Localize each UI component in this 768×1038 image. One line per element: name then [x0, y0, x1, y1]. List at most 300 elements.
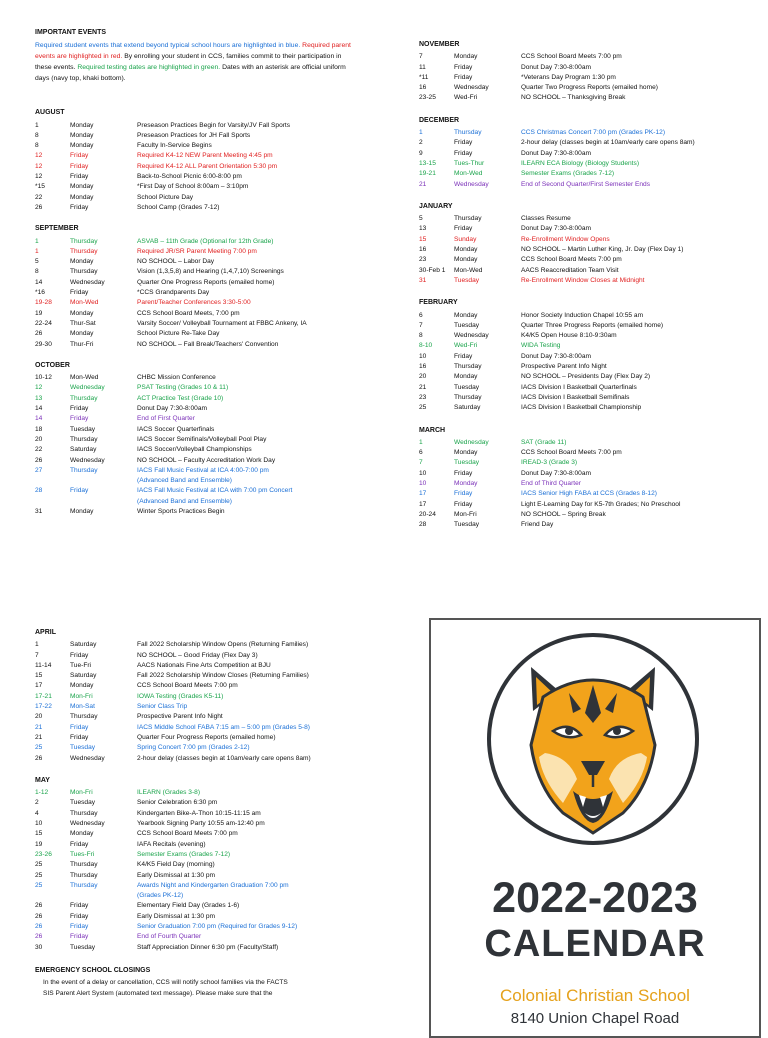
- event-description: IACS Senior High FABA at CCS (Grades 8-12): [521, 490, 657, 498]
- event-description: CHBC Mission Conference: [137, 374, 216, 382]
- event-weekday: Friday: [454, 73, 473, 81]
- event-row: [419, 520, 759, 530]
- event-weekday: Monday: [454, 311, 478, 319]
- event-description: ILEARN (Grades 3-8): [137, 789, 201, 797]
- event-row: [35, 819, 395, 829]
- event-description: IREAD-3 (Grade 3): [521, 459, 578, 467]
- event-weekday: Monday: [70, 682, 94, 690]
- event-row: [35, 257, 365, 267]
- event-row: [419, 276, 759, 286]
- event-date: 10: [419, 352, 427, 360]
- event-weekday: Thursday: [70, 871, 98, 879]
- event-date: 26: [35, 902, 43, 910]
- left-column-top: [35, 28, 365, 517]
- month-title: MARCH: [419, 426, 446, 434]
- event-description: WIDA Testing: [521, 342, 561, 350]
- event-description: Quarter Three Progress Reports (emailed home): [521, 321, 664, 329]
- event-weekday: Monday: [70, 309, 94, 317]
- event-weekday: Saturday: [70, 672, 97, 680]
- event-date: 1-12: [35, 789, 49, 797]
- event-date: 2: [419, 139, 423, 147]
- event-description: Preseason Practices for JH Fall Sports: [137, 131, 251, 139]
- event-description: IACS Division I Basketball Semifinals: [521, 393, 630, 401]
- event-weekday: Friday: [70, 415, 89, 423]
- event-weekday: Friday: [454, 490, 473, 498]
- event-weekday: Saturday: [70, 446, 97, 454]
- event-description: *Veterans Day Program 1:30 pm: [521, 73, 616, 81]
- event-date: 21: [35, 733, 43, 741]
- event-date: 14: [35, 415, 43, 423]
- event-weekday: Tuesday: [70, 799, 96, 807]
- event-description: IACS Division I Basketball Championship: [521, 404, 642, 412]
- event-date: 25: [35, 861, 43, 869]
- event-description: IACS Soccer/Volleyball Championships: [137, 446, 252, 454]
- event-weekday: Friday: [70, 923, 89, 931]
- event-date: 16: [419, 246, 427, 254]
- event-date: 13-15: [419, 159, 436, 167]
- event-date: 26: [35, 933, 43, 941]
- event-date: 8: [35, 131, 39, 139]
- event-row: [35, 901, 395, 911]
- event-row: [35, 681, 395, 691]
- event-date: 15: [35, 830, 43, 838]
- event-weekday: Thursday: [454, 129, 482, 137]
- cougar-mascot-icon: [473, 627, 713, 849]
- event-description: Fall 2022 Scholarship Window Closes (Returning Families): [137, 672, 309, 680]
- event-row: [35, 435, 365, 445]
- event-date: 7: [35, 651, 39, 659]
- event-date: 31: [35, 507, 43, 515]
- event-weekday: Mon-Wed: [70, 299, 99, 307]
- month-title: NOVEMBER: [419, 41, 460, 48]
- event-description: Parent/Teacher Conferences 3:30-5:00: [137, 299, 251, 307]
- event-row: [35, 394, 365, 404]
- event-weekday: Monday: [454, 256, 478, 264]
- event-weekday: Monday: [454, 479, 478, 487]
- event-description: Required K4-12 NEW Parent Meeting 4:45 pm: [137, 152, 273, 160]
- event-weekday: Monday: [70, 193, 94, 201]
- event-description: *First Day of School 8:00am – 3:10pm: [137, 183, 249, 191]
- intro-uniform-text: Dates with an asterisk are official uniform days (navy top, khaki bottom).: [35, 64, 346, 83]
- event-date: 5: [419, 215, 423, 223]
- event-date: 30-Feb 1: [419, 266, 446, 274]
- event-date: 22: [35, 193, 43, 201]
- event-row: [35, 712, 395, 722]
- event-date: 10-12: [35, 374, 52, 382]
- event-description: Vision (1,3,5,8) and Hearing (1,4,7,10) Screenings: [137, 268, 284, 276]
- event-date: 6: [419, 449, 423, 457]
- event-date: 8: [419, 332, 423, 340]
- event-description: End of First Quarter: [137, 415, 195, 423]
- event-weekday: Wednesday: [454, 332, 489, 340]
- event-description: Required JR/SR Parent Meeting 7:00 pm: [137, 247, 257, 255]
- event-row: [35, 141, 365, 151]
- event-row: [35, 172, 365, 182]
- event-description: NO SCHOOL – Spring Break: [521, 510, 606, 518]
- event-row: [35, 640, 395, 650]
- event-description: Staff Appreciation Dinner 6:30 pm (Faculty/Staff): [137, 943, 279, 951]
- event-weekday: Thursday: [70, 809, 98, 817]
- event-date: 22: [35, 446, 43, 454]
- month-november: [419, 40, 759, 104]
- event-description: IACS Fall Music Festival at ICA 4:00-7:00 pm: [137, 466, 269, 474]
- event-date: 17: [419, 490, 427, 498]
- event-weekday: Friday: [70, 203, 89, 211]
- event-weekday: Thursday: [70, 713, 98, 721]
- event-date: 9: [419, 149, 423, 157]
- event-description: IACS Division I Basketball Quarterfinals: [521, 383, 637, 391]
- event-row: [419, 489, 759, 499]
- event-weekday: Thursday: [70, 268, 98, 276]
- event-weekday: Saturday: [454, 404, 481, 412]
- event-row: [35, 414, 365, 424]
- event-weekday: Monday: [70, 142, 94, 150]
- event-weekday: Tuesday: [70, 425, 96, 433]
- event-row: [35, 288, 365, 298]
- event-weekday: Monday: [70, 330, 94, 338]
- event-date: 28: [419, 521, 427, 529]
- event-description: K4/K5 Open House 8:10-9:30am: [521, 332, 617, 340]
- event-description: NO SCHOOL – Fall Break/Teachers' Convention: [137, 340, 279, 348]
- event-description-continued: (Grades PK-12): [137, 892, 184, 900]
- event-date: *15: [35, 183, 45, 191]
- event-weekday: Thursday: [70, 247, 98, 255]
- event-description: IOWA Testing (Grades K5-11): [137, 692, 224, 700]
- event-weekday: Mon-Wed: [454, 266, 483, 274]
- event-date: 10: [35, 820, 43, 828]
- event-row: [419, 500, 759, 510]
- event-weekday: Thursday: [70, 394, 98, 402]
- event-row: [419, 383, 759, 393]
- month-title: AUGUST: [35, 109, 65, 117]
- event-weekday: Friday: [70, 651, 89, 659]
- event-row: [35, 809, 395, 819]
- event-weekday: Friday: [70, 173, 89, 181]
- event-description: IAFA Recitals (evening): [137, 840, 206, 848]
- month-october: [35, 361, 365, 517]
- event-description: ACT Practice Test (Grade 10): [137, 394, 224, 402]
- event-row: [419, 149, 759, 159]
- event-description: Donut Day 7:30-8:00am: [521, 469, 592, 477]
- event-date: 22-24: [35, 319, 52, 327]
- event-row: [35, 425, 365, 435]
- event-description: SAT (Grade 11): [521, 438, 567, 446]
- event-description: Fall 2022 Scholarship Window Opens (Returning Families): [137, 641, 309, 649]
- event-row: [35, 445, 365, 455]
- event-date: 26: [35, 330, 43, 338]
- event-weekday: Monday: [454, 53, 478, 61]
- event-row: [35, 881, 395, 891]
- event-weekday: Mon-Sat: [70, 703, 95, 711]
- event-description: Quarter Four Progress Reports (emailed home): [137, 733, 276, 741]
- event-date: 1: [35, 237, 39, 245]
- month-august: [35, 108, 365, 213]
- event-description: Awards Night and Kindergarten Graduation 7:00 pm: [137, 881, 289, 889]
- closings-line-1: In the event of a delay or cancellation, CCS will notify school families via the FACTS: [43, 979, 288, 987]
- event-row: [419, 235, 759, 245]
- event-row: [35, 329, 365, 339]
- event-date: 13: [419, 225, 427, 233]
- event-row: [35, 309, 365, 319]
- event-weekday: Thursday: [454, 215, 482, 223]
- school-address: 8140 Union Chapel Road: [510, 1010, 680, 1027]
- event-weekday: Thur-Fri: [70, 340, 94, 348]
- event-date: 26: [35, 912, 43, 920]
- event-description: IACS Soccer Semifinals/Volleyball Pool Play: [137, 435, 267, 443]
- event-date: 14: [35, 278, 43, 286]
- event-description: School Picture Re-Take Day: [137, 330, 220, 338]
- event-description: IACS Soccer Quarterfinals: [137, 425, 215, 433]
- intro-black-text: By enrolling your student in CCS, families commit to their participation in these events.: [35, 53, 342, 72]
- event-row: [35, 151, 365, 161]
- event-weekday: Friday: [70, 405, 89, 413]
- event-description: NO SCHOOL – Faculty Accreditation Work Day: [137, 456, 276, 464]
- event-row: [419, 180, 759, 190]
- event-weekday: Tuesday: [454, 459, 480, 467]
- event-date: 13: [35, 394, 43, 402]
- event-weekday: Tues-Thur: [454, 159, 485, 167]
- event-date: 8-10: [419, 342, 433, 350]
- event-weekday: Thursday: [70, 861, 98, 869]
- event-weekday: Mon-Fri: [70, 789, 93, 797]
- event-row: [35, 466, 365, 476]
- event-weekday: Wednesday: [70, 278, 105, 286]
- event-weekday: Thursday: [454, 363, 482, 371]
- event-description: End of Fourth Quarter: [137, 933, 202, 941]
- event-row: [35, 912, 395, 922]
- event-row: [35, 671, 395, 681]
- closings-line-2: SIS Parent Alert System (automated text message). Please make sure that the: [43, 989, 273, 997]
- event-description: NO SCHOOL – Labor Day: [137, 258, 215, 266]
- event-weekday: Thursday: [70, 237, 98, 245]
- event-date: 17: [35, 682, 43, 690]
- event-weekday: Wednesday: [454, 438, 489, 446]
- event-weekday: Monday: [70, 507, 94, 515]
- event-row: [419, 214, 759, 224]
- event-date: 26: [35, 754, 43, 762]
- event-row: [419, 52, 759, 62]
- event-date: 25: [419, 404, 427, 412]
- event-row: [35, 798, 395, 808]
- event-row: [35, 943, 395, 953]
- event-description: Donut Day 7:30-8:00am: [521, 352, 592, 360]
- event-row: [35, 121, 365, 131]
- event-weekday: Wed-Fri: [454, 342, 478, 350]
- month-april: [35, 628, 395, 764]
- event-description: NO SCHOOL – Good Friday (Flex Day 3): [137, 651, 258, 659]
- event-row: [35, 267, 365, 277]
- event-date: 4: [35, 809, 39, 817]
- event-row: [35, 182, 365, 192]
- event-date: 21: [419, 180, 427, 188]
- event-row: [419, 321, 759, 331]
- event-date: 7: [419, 53, 423, 61]
- event-row: [419, 128, 759, 138]
- event-row: [35, 932, 395, 942]
- event-row: [419, 479, 759, 489]
- event-row: [35, 383, 365, 393]
- event-description: End of Third Quarter: [521, 479, 581, 487]
- event-description: School Picture Day: [137, 193, 194, 201]
- event-date: 7: [419, 321, 423, 329]
- event-description: Prospective Parent Info Night: [137, 713, 223, 721]
- month-title: OCTOBER: [35, 361, 70, 369]
- event-weekday: Wed-Fri: [454, 94, 478, 102]
- event-description: K4/K5 Field Day (morning): [137, 861, 215, 869]
- emergency-closings: [35, 966, 355, 999]
- event-row: [419, 159, 759, 169]
- event-row: [35, 829, 395, 839]
- event-weekday: Friday: [70, 840, 89, 848]
- month-title: FEBRUARY: [419, 299, 458, 307]
- event-row: [35, 507, 365, 517]
- event-row: [35, 733, 395, 743]
- event-description: Senior Celebration 6:30 pm: [137, 799, 218, 807]
- event-description-continued: (Advanced Band and Ensemble): [137, 497, 232, 505]
- event-row: [35, 404, 365, 414]
- event-row: [35, 162, 365, 172]
- month-january: [419, 202, 759, 286]
- event-date: 20: [35, 435, 43, 443]
- event-description: AACS Reaccreditation Team Visit: [521, 266, 619, 274]
- event-date: 7: [419, 459, 423, 467]
- event-description: Honor Society Induction Chapel 10:55 am: [521, 311, 644, 319]
- event-weekday: Friday: [70, 902, 89, 910]
- month-title: APRIL: [35, 629, 56, 636]
- event-row: [419, 245, 759, 255]
- event-date: 11: [419, 63, 426, 71]
- calendar-title: CALENDAR: [484, 923, 706, 965]
- event-date: 10: [419, 469, 427, 477]
- event-date: 5: [35, 258, 39, 266]
- event-description: Semester Exams (Grades 7-12): [137, 850, 231, 858]
- event-description: *CCS Grandparents Day: [137, 289, 210, 297]
- event-date: 12: [35, 173, 43, 181]
- month-title: MAY: [35, 776, 50, 784]
- month-september: [35, 224, 365, 350]
- event-weekday: Friday: [70, 733, 89, 741]
- left-column-bottom: [35, 628, 395, 999]
- event-description: NO SCHOOL – Presidents Day (Flex Day 2): [521, 373, 651, 381]
- event-description: IACS Middle School FABA 7:15 am – 5:00 pm (Grades 5-8): [137, 723, 310, 731]
- event-date: 28: [35, 487, 43, 495]
- event-date: 23: [419, 256, 427, 264]
- event-row: [419, 403, 759, 413]
- event-description: IACS Fall Music Festival at ICA with 7:00 pm Concert: [137, 487, 293, 495]
- event-date: 1: [35, 641, 39, 649]
- event-weekday: Thursday: [70, 466, 98, 474]
- event-date: 20-24: [419, 510, 436, 518]
- event-row: [35, 754, 395, 764]
- event-description: Semester Exams (Grades 7-12): [521, 170, 615, 178]
- month-title: SEPTEMBER: [35, 225, 79, 233]
- event-description: Elementary Field Day (Grades 1-6): [137, 902, 240, 910]
- event-row: [35, 922, 395, 932]
- event-weekday: Mon-Wed: [454, 170, 483, 178]
- event-row: [35, 319, 365, 329]
- event-description: CCS School Board Meets 7:00 pm: [137, 682, 238, 690]
- cover-panel: [429, 618, 761, 1038]
- event-description: Re-Enrollment Window Closes at Midnight: [521, 276, 645, 284]
- event-weekday: Wednesday: [70, 754, 105, 762]
- event-weekday: Friday: [454, 352, 473, 360]
- intro-blue-text: Required student events that extend beyond typical school hours are highlighted in blue.: [35, 42, 301, 50]
- event-row: [35, 723, 395, 733]
- event-date: 25: [35, 744, 43, 752]
- event-weekday: Thursday: [70, 881, 98, 889]
- event-date: 26: [35, 203, 43, 211]
- event-row: [35, 702, 395, 712]
- event-row: [35, 871, 395, 881]
- event-date: 18: [35, 425, 43, 433]
- event-date: 19-28: [35, 299, 52, 307]
- event-date: 29-30: [35, 340, 52, 348]
- event-row: [35, 692, 395, 702]
- event-row: [419, 352, 759, 362]
- event-row: [419, 224, 759, 234]
- event-description: Spring Concert 7:00 pm (Grades 2-12): [137, 744, 250, 752]
- event-date: 30: [35, 943, 43, 951]
- event-description: NO SCHOOL – Thanksgiving Break: [521, 94, 626, 102]
- event-weekday: Tues-Fri: [70, 850, 95, 858]
- event-description: Classes Resume: [521, 215, 571, 223]
- event-description: CCS School Board Meets 7:00 pm: [521, 256, 622, 264]
- event-row: [35, 651, 395, 661]
- event-date: 15: [35, 672, 43, 680]
- event-weekday: Mon-Fri: [70, 692, 93, 700]
- event-weekday: Friday: [454, 469, 473, 477]
- event-weekday: Wednesday: [454, 84, 489, 92]
- event-weekday: Friday: [70, 912, 89, 920]
- event-description: Friend Day: [521, 521, 554, 529]
- event-date: 6: [419, 311, 423, 319]
- event-weekday: Friday: [454, 225, 473, 233]
- event-description: AACS Nationals Fine Arts Competition at BJU: [137, 661, 271, 669]
- event-row: [419, 63, 759, 73]
- event-description: Donut Day 7:30-8:00am: [137, 405, 208, 413]
- event-weekday: Friday: [70, 162, 89, 170]
- event-description: Early Dismissal at 1:30 pm: [137, 871, 216, 879]
- event-weekday: Sunday: [454, 235, 477, 243]
- event-date: *16: [35, 289, 45, 297]
- event-row: [419, 138, 759, 148]
- event-date: 12: [35, 152, 43, 160]
- month-title: JANUARY: [419, 202, 453, 210]
- event-date: 1: [419, 129, 423, 137]
- event-weekday: Tuesday: [454, 383, 480, 391]
- event-description-continued: (Advanced Band and Ensemble): [137, 477, 232, 485]
- event-description: NO SCHOOL – Martin Luther King, Jr. Day (Flex Day 1): [521, 246, 684, 254]
- event-row: [35, 373, 365, 383]
- event-weekday: Wednesday: [70, 820, 105, 828]
- event-date: 10: [419, 479, 427, 487]
- event-description: Winter Sports Practices Begin: [137, 507, 225, 515]
- event-description: ASVAB – 11th Grade (Optional for 12th Grade): [137, 237, 274, 245]
- event-row: [419, 469, 759, 479]
- event-weekday: Monday: [454, 449, 478, 457]
- event-row: [35, 486, 365, 496]
- event-weekday: Friday: [70, 289, 89, 297]
- event-weekday: Friday: [70, 723, 89, 731]
- event-date: 8: [35, 268, 39, 276]
- event-row: [419, 73, 759, 83]
- event-description: Senior Class Trip: [137, 703, 188, 711]
- event-weekday: Friday: [454, 63, 473, 71]
- event-description: School Camp (Grades 7-12): [137, 203, 220, 211]
- right-column-top: [419, 40, 759, 530]
- event-row: [35, 298, 365, 308]
- event-row: [35, 193, 365, 203]
